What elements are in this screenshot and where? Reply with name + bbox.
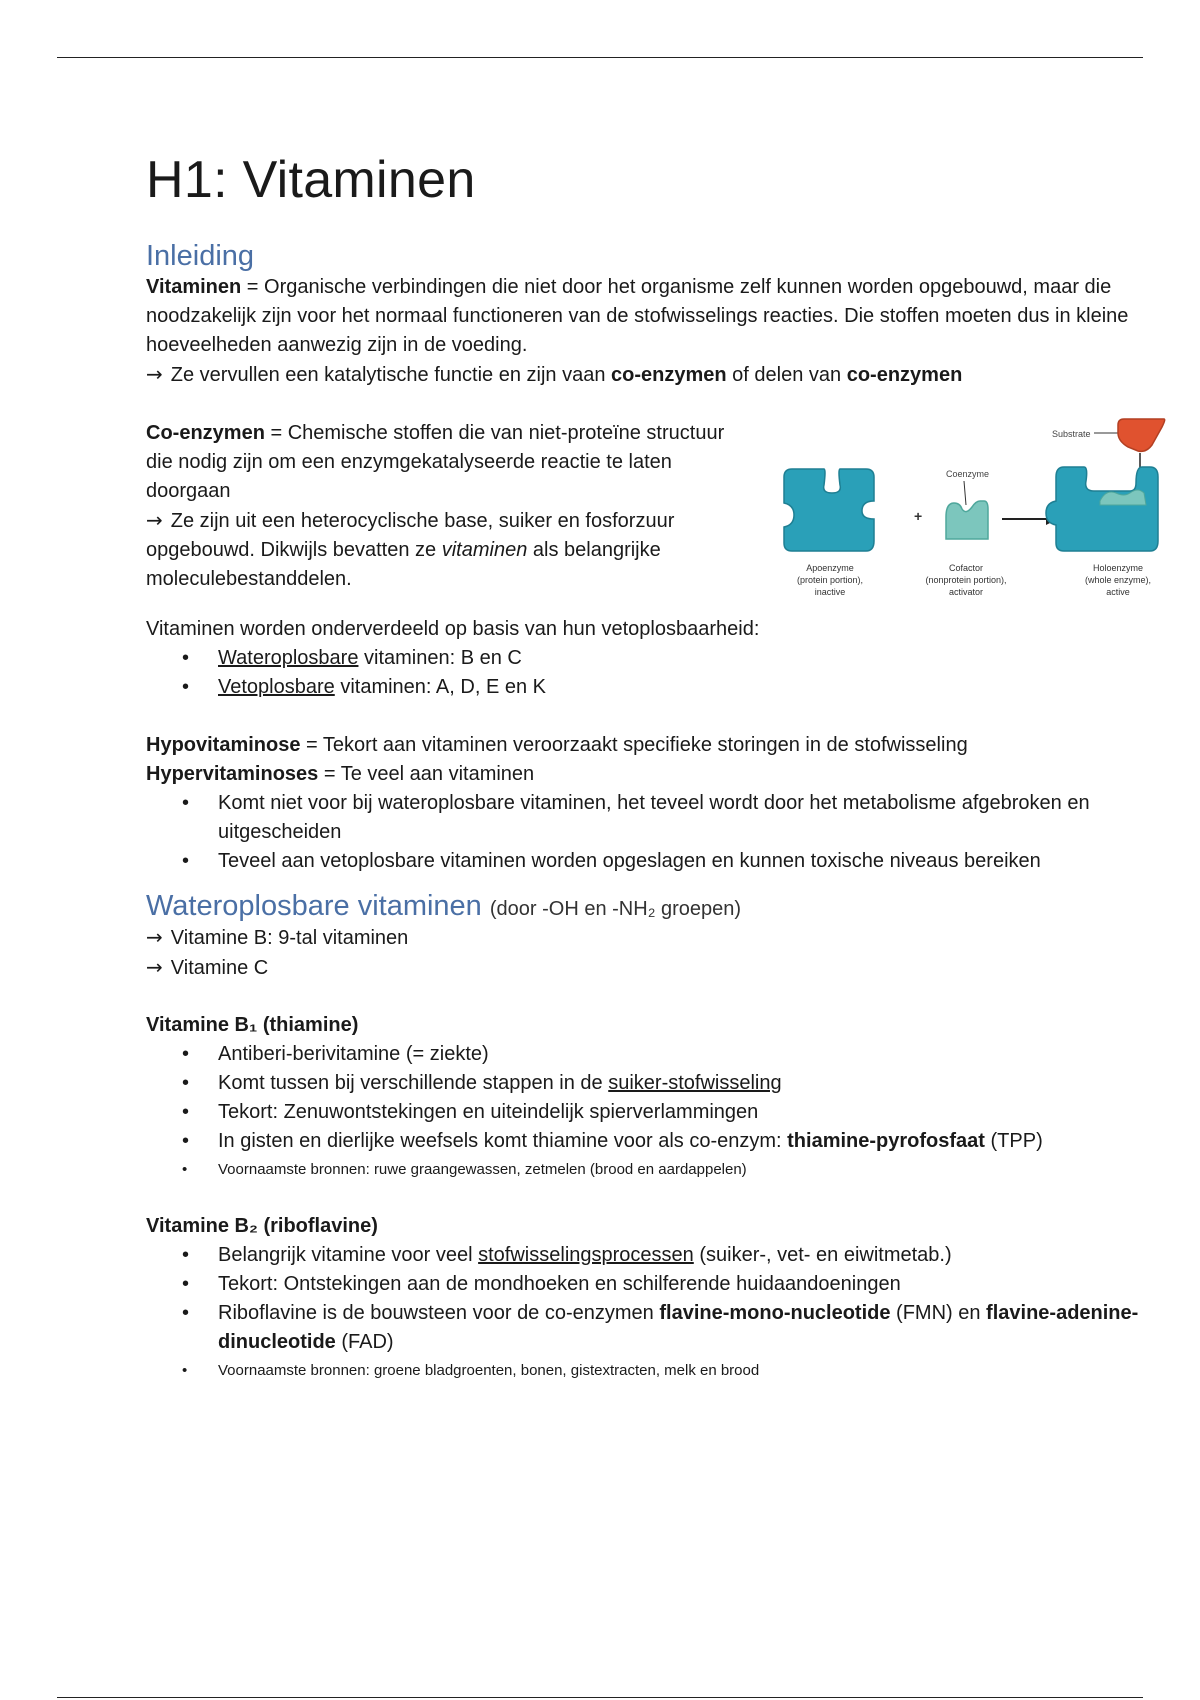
hyper-definition	[146, 760, 1146, 789]
b1-heading-text: Vitamine B₁ (thiamine)	[146, 1014, 359, 1036]
co-enzymen-definition	[146, 419, 756, 506]
apoenzyme-label-2: (protein portion),	[796, 575, 864, 585]
apoenzyme-shape	[784, 469, 874, 551]
vitaminen-definition-text: Organische verbindingen die niet door het organisme zelf kunnen worden opgebouwd, maar die noodzakelijk zijn voor het normaal functioneren van de stofwisselings reacties. Die stoffen moeten dus in kleine hoeveelheden aanwezig zijn in de voeding.	[146, 276, 1129, 356]
arrow-text: Vitamine B: 9-tal vitaminen	[170, 927, 409, 949]
holoenzyme-label-3: active	[1106, 587, 1130, 597]
co-enzymen-arrow-line	[146, 506, 756, 594]
list-item-text: vitaminen: A, D, E en K	[334, 676, 546, 698]
arrow-icon: →	[146, 925, 163, 949]
document-body	[146, 150, 1152, 1385]
list-item-text: In gisten en dierlijke weefsels komt thiamine voor als co-enzym:	[218, 1130, 788, 1152]
b2-heading	[146, 1212, 1146, 1241]
hyper-text: = Te veel aan vitaminen	[318, 763, 535, 785]
holoenzyme-shape	[1046, 467, 1158, 551]
term-hypervitaminoses: Hypervitaminoses	[146, 763, 319, 785]
vitaminen-arrow-line	[146, 360, 1146, 390]
list-item-text-end: (suiker-, vet- en eiwitmetab.)	[693, 1244, 952, 1266]
b2-heading-text: Vitamine B₂ (riboflavine)	[146, 1215, 378, 1237]
term-fmn: flavine-mono-nucleotide	[659, 1302, 891, 1324]
hyper-list	[146, 789, 1146, 876]
b2-list	[146, 1241, 1146, 1385]
vitaminen-definition	[146, 273, 1146, 360]
division-text: Vitaminen worden onderverdeeld op basis van hun vetoplosbaarheid:	[146, 618, 760, 640]
list-item	[218, 644, 1146, 673]
bottom-rule	[57, 1697, 1143, 1698]
holoenzyme-label-2: (whole enzyme),	[1084, 575, 1152, 585]
division-list	[146, 644, 1146, 702]
arrow-icon: →	[146, 955, 163, 979]
list-item-text: Riboflavine is de bouwsteen voor de co-enzymen	[218, 1302, 660, 1324]
list-item: • Tekort: Zenuwontstekingen en uiteindelijk spierverlammingen	[218, 1098, 1146, 1127]
section-heading-wateroplosbare	[146, 890, 1146, 923]
hypo-definition	[146, 731, 1146, 760]
arrow-icon: →	[146, 362, 163, 386]
plus-sign: +	[914, 508, 923, 524]
list-item: • Komt niet voor bij wateroplosbare vitaminen, het teveel wordt door het metabolisme afgebroken en uitgescheiden	[218, 789, 1146, 847]
term-hypovitaminose: Hypovitaminose	[146, 734, 301, 756]
list-item-sources: • Voornaamste bronnen: ruwe graangewassen, zetmelen (brood en aardappelen)	[218, 1156, 1146, 1184]
list-item-text-end: (TPP)	[984, 1130, 1043, 1152]
list-item	[218, 1069, 1146, 1098]
enzyme-diagram	[766, 389, 1166, 619]
water-arrow-1	[146, 923, 1146, 953]
equals: =	[241, 276, 265, 298]
cofactor-shape	[946, 501, 988, 539]
b1-heading	[146, 1011, 1146, 1040]
co-enzymen-block	[146, 419, 1152, 615]
heading-subtext: (door -OH en -NH₂ groepen)	[489, 898, 742, 920]
top-rule	[57, 57, 1143, 58]
term-co-enzymen: co-enzymen	[611, 364, 727, 386]
cofactor-label-2: (nonprotein portion),	[925, 575, 1007, 585]
term-co-enzymen-def: Co-enzymen	[146, 422, 265, 444]
list-item-sources: • Voornaamste bronnen: groene bladgroenten, bonen, gistextracten, melk en brood	[218, 1357, 1146, 1385]
list-item-text: Belangrijk vitamine voor veel	[218, 1244, 479, 1266]
substrate-label: Substrate	[1052, 429, 1091, 439]
term-tpp: thiamine-pyrofosfaat	[787, 1130, 985, 1152]
underline-wateroplosbare: Wateroplosbare	[218, 647, 359, 669]
term-vitaminen: Vitaminen	[146, 276, 242, 298]
page-title: H1: Vitaminen	[146, 151, 476, 209]
arrow-text: Ze zijn uit een heterocyclische base, suiker en fosforzuur opgebouwd. Dikwijls bevatten ze	[146, 510, 675, 561]
substrate-shape	[1118, 419, 1165, 451]
underline-suiker-stofwisseling: suiker-stofwisseling	[608, 1072, 782, 1094]
list-item	[218, 1127, 1146, 1156]
arrow-text: Vitamine C	[170, 957, 269, 979]
co-enzymen-definition-text: Chemische stoffen die van niet-proteïne structuur die nodig zijn om een enzymgekatalyseerde reactie te laten doorgaan	[146, 422, 725, 502]
list-item-text-mid: (FMN) en	[890, 1302, 987, 1324]
list-item-text: vitaminen: B en C	[358, 647, 522, 669]
heading-text: Wateroplosbare vitaminen	[146, 890, 482, 922]
equals: =	[264, 422, 288, 444]
list-item	[218, 673, 1146, 702]
underline-stofwisselingsprocessen: stofwisselingsprocessen	[478, 1244, 694, 1266]
cofactor-label-3: activator	[948, 587, 984, 597]
arrow-icon: →	[146, 508, 163, 532]
apoenzyme-label-3: inactive	[814, 587, 846, 597]
underline-vetoplosbare: Vetoplosbare	[218, 676, 335, 698]
water-arrow-2	[146, 953, 1146, 983]
list-item: • Tekort: Ontstekingen aan de mondhoeken en schilferende huidaandoeningen	[218, 1270, 1146, 1299]
term-co-enzymen-2: co-enzymen	[846, 364, 963, 386]
list-item-text: Komt tussen bij verschillende stappen in de	[218, 1072, 609, 1094]
holoenzyme-label-1: Holoenzyme	[1092, 563, 1144, 573]
list-item	[218, 1241, 1146, 1270]
list-item: • Antiberi-berivitamine (= ziekte)	[218, 1040, 1146, 1069]
arrow-text: Ze vervullen een katalytische functie en zijn vaan	[170, 364, 612, 386]
b1-list	[146, 1040, 1146, 1184]
list-item	[218, 1299, 1146, 1357]
hypo-text: = Tekort aan vitaminen veroorzaakt specifieke storingen in de stofwisseling	[300, 734, 968, 756]
arrow-text-end: als belangrijke moleculebestanddelen.	[146, 539, 661, 590]
term-fad: flavine-adenine-dinucleotide	[218, 1302, 1139, 1353]
apoenzyme-label-1: Apoenzyme	[806, 563, 854, 573]
arrow-text-mid: of delen van	[726, 364, 847, 386]
list-item: • Teveel aan vetoplosbare vitaminen worden opgeslagen en kunnen toxische niveaus bereiken	[218, 847, 1146, 876]
italic-vitaminen: vitaminen	[441, 539, 528, 561]
cofactor-label-1: Cofactor	[948, 563, 984, 573]
coenzyme-label: Coenzyme	[946, 469, 990, 479]
list-item-text-end: (FAD)	[335, 1331, 394, 1353]
section-heading-inleiding: Inleiding	[146, 240, 255, 272]
